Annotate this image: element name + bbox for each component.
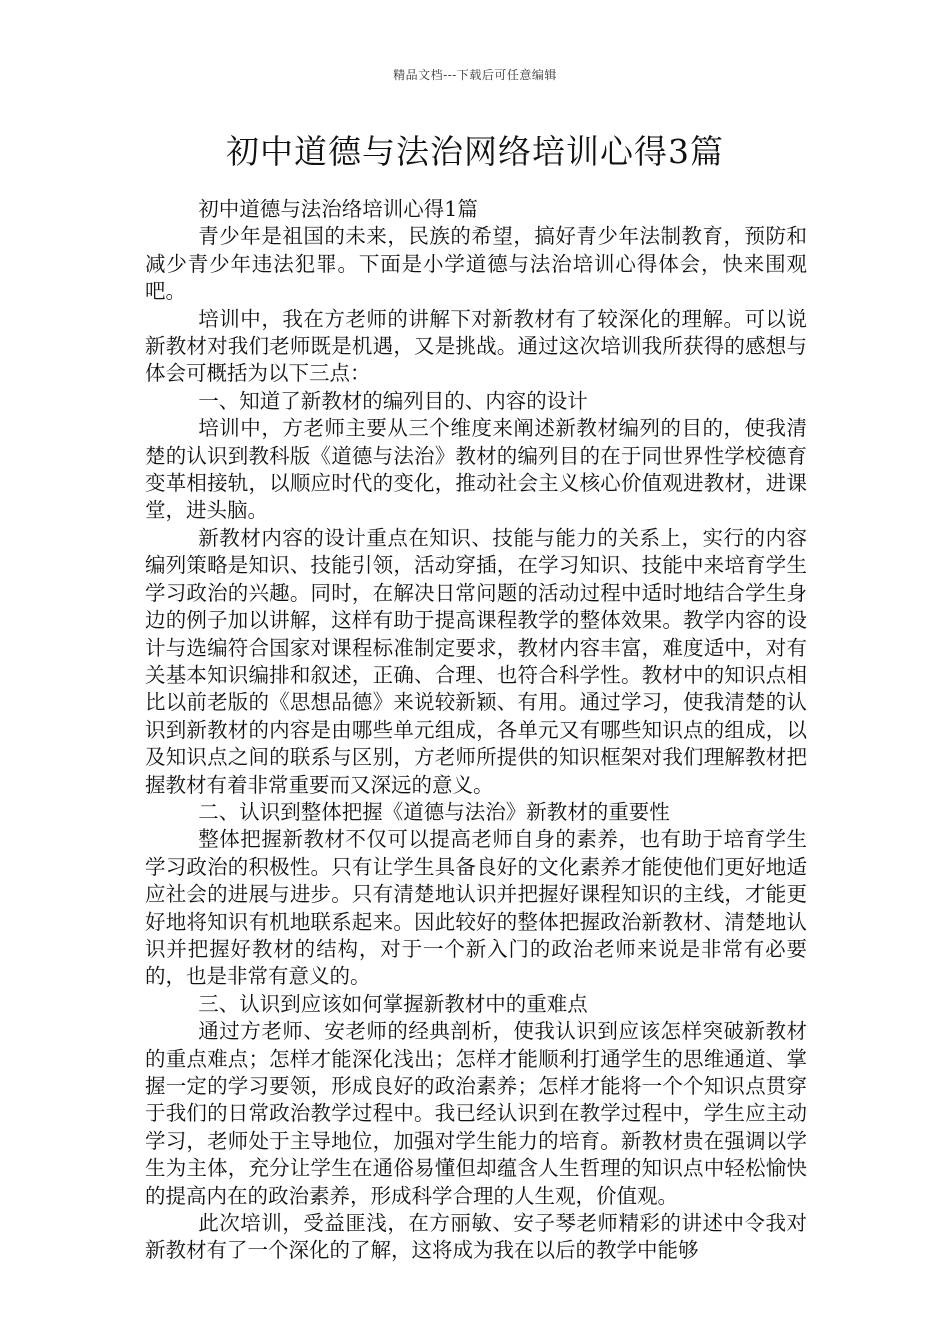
paragraph: 青少年是祖国的未来，民族的希望，搞好青少年法制教育，预防和减少青少年违法犯罪。下面是小学道德与法治培训心得体会，快来围观吧。	[145, 224, 807, 304]
paragraph: 整体把握新教材不仅可以提高老师自身的素养，也有助于培育学生学习政治的积极性。只有让学生具备良好的文化素养才能使他们更好地适应社会的进展与进步。只有清楚地认识并把握好课程知识的主线，才能更好地将知识有机地联系起来。因此较好的整体把握政治新教材、清楚地认识并把握好教材的结构，对于一个新入门的政治老师来说是非常有必要的，也是非常有意义的。	[145, 827, 807, 989]
paragraph: 此次培训，受益匪浅，在方丽敏、安子琴老师精彩的讲述中令我对新教材有了一个深化的了解，这将成为我在以后的教学中能够	[145, 1211, 807, 1263]
header-note: 精品文档---下载后可任意编辑	[393, 68, 557, 82]
document-body	[145, 196, 807, 1265]
subheading: 三、认识到应该如何掌握新教材中的重难点	[198, 991, 588, 1016]
paragraph: 培训中，我在方老师的讲解下对新教材有了较深化的理解。可以说新教材对我们老师既是机遇，又是挑战。通过这次培训我所获得的感想与体会可概括为以下三点：	[145, 306, 807, 386]
paragraph: 通过方老师、安老师的经典剖析，使我认识到应该怎样突破新教材的重点难点；怎样才能深化浅出；怎样才能顺利打通学生的思维通道、掌握一定的学习要领，形成良好的政治素养；怎样才能将一个个知识点贯穿于我们的日常政治教学过程中。我已经认识到在教学过程中，学生应主动学习，老师处于主导地位，加强对学生能力的培育。新教材贵在强调以学生为主体，充分让学生在通俗易懂但却蕴含人生哲理的知识点中轻松愉快的提高内在的政治素养，形成科学合理的人生观，价值观。	[145, 1019, 807, 1208]
paragraph: 培训中，方老师主要从三个维度来阐述新教材编列的目的，使我清楚的认识到教科版《道德与法治》教材的编列目的在于同世界性学校德育变革相接轨，以顺应时代的变化，推动社会主义核心价值观进教材，进课堂，进头脑。	[145, 416, 807, 523]
paragraph: 新教材内容的设计重点在知识、技能与能力的关系上，实行的内容编列策略是知识、技能引领，活动穿插，在学习知识、技能中来培育学生学习政治的兴趣。同时，在解决日常问题的活动过程中适时地结合学生身边的例子加以讲解，这样有助于提高课程教学的整体效果。教学内容的设计与选编符合国家对课程标准制定要求，教材内容丰富，难度适中，对有关基本知识编排和叙述，正确、合理、也符合科学性。教材中的知识点相比以前老版的《思想品德》来说较新颖、有用。通过学习，使我清楚的认识到新教材的内容是由哪些单元组成，各单元又有哪些知识点的组成，以及知识点之间的联系与区别，方老师所提供的知识框架对我们理解教材把握教材有着非常重要而又深远的意义。	[145, 525, 807, 797]
document-title: 初中道德与法治网络培训心得3篇	[226, 132, 724, 171]
subheading: 二、认识到整体把握《道德与法治》新教材的重要性	[198, 799, 670, 824]
subheading: 一、知道了新教材的编列目的、内容的设计	[198, 388, 588, 413]
section-heading: 初中道德与法治络培训心得1篇	[198, 197, 478, 221]
